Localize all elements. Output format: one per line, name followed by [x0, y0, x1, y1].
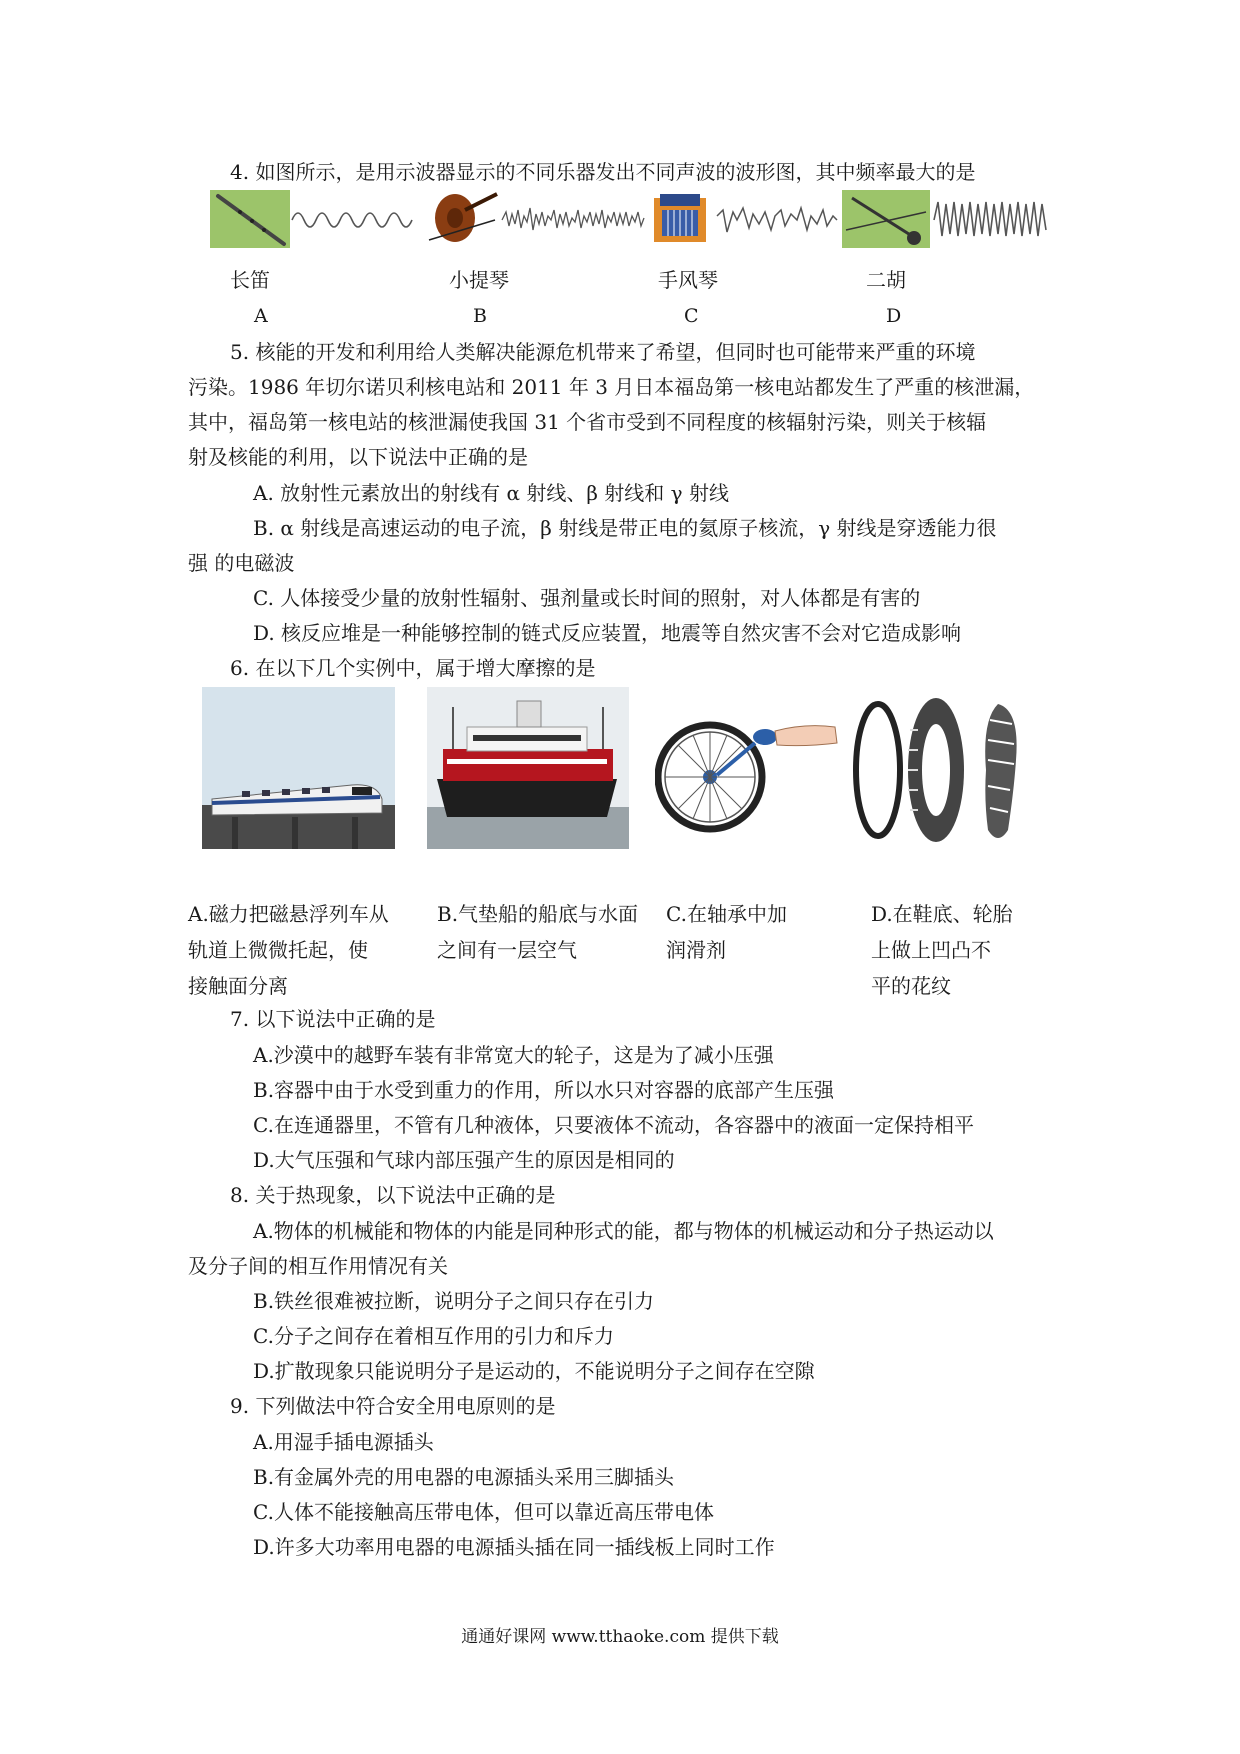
- erhu-waveform: [932, 190, 1052, 248]
- option-letter-c: C: [684, 305, 699, 327]
- q8-option-a-cont: 及分子间的相互作用情况有关: [188, 1254, 448, 1278]
- flute-icon: [210, 190, 290, 248]
- instrument-label-violin: 小提琴: [449, 268, 509, 292]
- flute-waveform: [290, 190, 420, 248]
- q5-stem-line-4: 射及核能的利用，以下说法中正确的是: [188, 445, 528, 469]
- q6-caption-a: A.磁力把磁悬浮列车从 轨道上微微托起，使 接触面分离: [188, 902, 389, 998]
- q5-option-a: A. 放射性元素放出的射线有 α 射线、β 射线和 γ 射线: [253, 481, 729, 505]
- q8-option-a: A.物体的机械能和物体的内能是同种形式的能，都与物体的机械运动和分子热运动以: [253, 1219, 994, 1243]
- erhu-icon: [842, 190, 930, 248]
- q6-caption-c: C.在轴承中加 润滑剂: [666, 902, 787, 962]
- q7-stem: 7. 以下说法中正确的是: [230, 1007, 436, 1031]
- q8-option-b: B.铁丝很难被拉断，说明分子之间只存在引力: [253, 1289, 655, 1313]
- violin-icon: [425, 190, 500, 248]
- wheel-lubricant-image: [655, 687, 845, 849]
- page-footer: 通通好课网 www.tthaoke.com 提供下载: [461, 1627, 779, 1647]
- hovercraft-image: [427, 687, 629, 849]
- q4-stem: 4. 如图所示，是用示波器显示的不同乐器发出不同声波的波形图，其中频率最大的是: [230, 160, 976, 184]
- accordion-icon: [650, 190, 710, 248]
- q5-option-b: B. α 射线是高速运动的电子流，β 射线是带正电的氦原子核流，γ 射线是穿透能力很: [253, 516, 997, 540]
- q7-option-d: D.大气压强和气球内部压强产生的原因是相同的: [253, 1148, 675, 1172]
- q9-stem: 9. 下列做法中符合安全用电原则的是: [230, 1394, 556, 1418]
- violin-waveform: [500, 190, 650, 248]
- q6-caption-b: B.气垫船的船底与水面 之间有一层空气: [437, 902, 639, 962]
- option-letter-b: B: [473, 305, 487, 327]
- option-letter-a: A: [254, 305, 268, 327]
- q5-option-c: C. 人体接受少量的放射性辐射、强剂量或长时间的照射，对人体都是有害的: [253, 586, 921, 610]
- q5-option-d: D. 核反应堆是一种能够控制的链式反应装置，地震等自然灾害不会对它造成影响: [253, 621, 962, 645]
- q8-option-d: D.扩散现象只能说明分子是运动的，不能说明分子之间存在空隙: [253, 1359, 815, 1383]
- q5-stem-line-1: 5. 核能的开发和利用给人类解决能源危机带来了希望，但同时也可能带来严重的环境: [230, 340, 976, 364]
- q9-option-b: B.有金属外壳的用电器的电源插头采用三脚插头: [253, 1465, 675, 1489]
- q9-option-c: C.人体不能接触高压带电体，但可以靠近高压带电体: [253, 1500, 714, 1524]
- q4-waveform-strip: [210, 190, 1052, 250]
- q5-stem-line-3: 其中，福岛第一核电站的核泄漏使我国 31 个省市受到不同程度的核辐射污染，则关于核辐: [188, 410, 987, 434]
- instrument-label-accordion: 手风琴: [658, 268, 718, 292]
- q7-option-c: C.在连通器里，不管有几种液体，只要液体不流动，各容器中的液面一定保持相平: [253, 1113, 974, 1137]
- q6-stem: 6. 在以下几个实例中，属于增大摩擦的是: [230, 656, 596, 680]
- q9-option-a: A.用湿手插电源插头: [253, 1430, 434, 1454]
- accordion-waveform: [715, 190, 840, 248]
- option-letter-d: D: [886, 305, 902, 327]
- q7-option-b: B.容器中由于水受到重力的作用，所以水只对容器的底部产生压强: [253, 1078, 835, 1102]
- tread-pattern-image: [848, 690, 1028, 850]
- instrument-label-flute: 长笛: [230, 268, 270, 292]
- maglev-train-image: [202, 687, 395, 849]
- q8-stem: 8. 关于热现象，以下说法中正确的是: [230, 1183, 556, 1207]
- q9-option-d: D.许多大功率用电器的电源插头插在同一插线板上同时工作: [253, 1535, 775, 1559]
- q8-option-c: C.分子之间存在着相互作用的引力和斥力: [253, 1324, 614, 1348]
- q5-stem-line-2: 污染。1986 年切尔诺贝利核电站和 2011 年 3 月日本福岛第一核电站都发生了严重的核泄漏，: [188, 375, 1035, 399]
- q7-option-a: A.沙漠中的越野车装有非常宽大的轮子，这是为了减小压强: [253, 1043, 774, 1067]
- instrument-label-erhu: 二胡: [866, 268, 906, 292]
- q6-caption-d: D.在鞋底、轮胎 上做上凹凸不 平的花纹: [871, 902, 1013, 998]
- q5-option-b-cont: 强 的电磁波: [188, 551, 295, 575]
